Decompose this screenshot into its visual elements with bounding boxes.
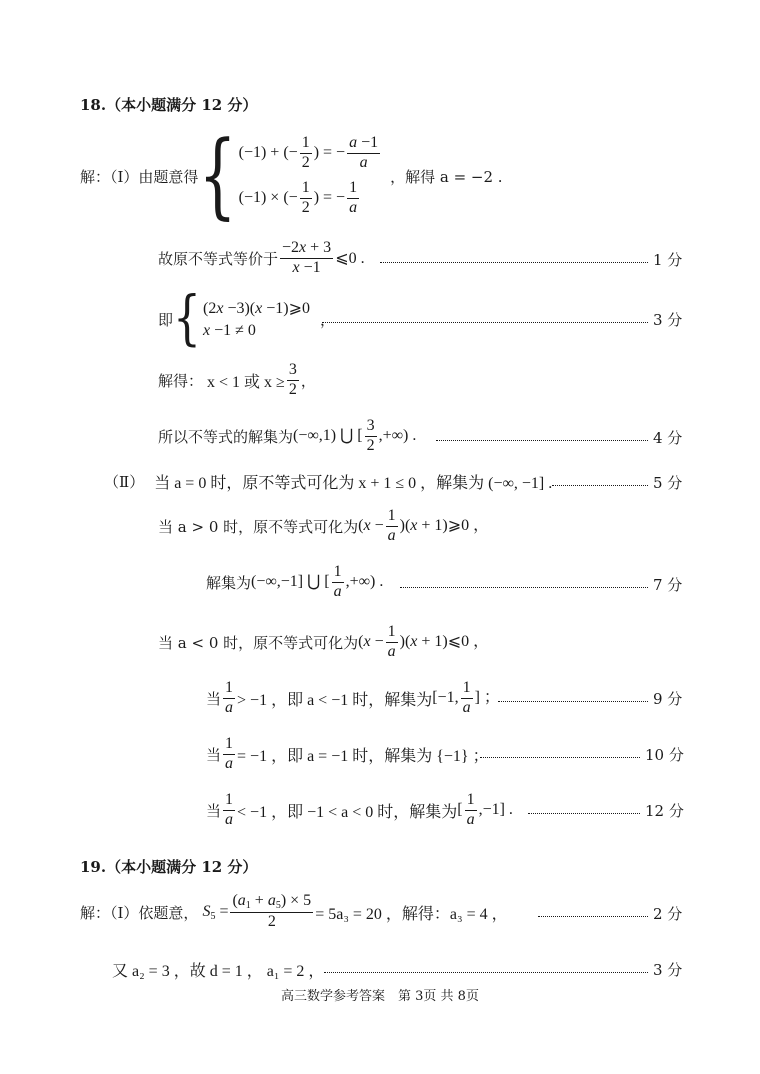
leader-dots (322, 322, 648, 323)
q18-system-2: (2x −3)(x −1)⩾0 x −1 ≠ 0 (203, 300, 311, 339)
score-2: 2 分 (653, 905, 683, 923)
q18-aneg-expr: (x − $\frac{1}{a}$ )(x + 1)⩽0 ， (358, 622, 490, 660)
q19-line2 (112, 956, 324, 982)
q18-case3-frac: $\frac{1}{a}$ (225, 790, 234, 828)
q18-apos-set-text: 解集为 (206, 573, 252, 592)
q19-s5: $S_5$ = (202, 902, 229, 922)
q18-case2-frac: $\frac{1}{a}$ (225, 734, 234, 772)
score-10: 10 分 (645, 746, 684, 764)
q18-ji-text: 即 (158, 310, 174, 329)
score-5: 5 分 (653, 474, 683, 492)
q18-part2-line1 (104, 468, 552, 494)
q18-case1-line (206, 676, 500, 720)
q18-equiv-fraction: $\frac{-2x + 3}{x -1}$ (282, 238, 332, 276)
leader-dots (480, 757, 640, 758)
q18-jiede-text: 解得： (158, 371, 204, 390)
q18-heading: 18.（本小题满分 12 分） (80, 96, 258, 114)
leader-dots (498, 701, 648, 702)
score-1: 1 分 (653, 251, 683, 269)
q18-part1-line (80, 121, 503, 231)
q18-aneg-line (158, 620, 489, 664)
q18-set-text: 所以不等式的解集为 (158, 427, 294, 446)
q19-s5-frac: $\frac{(a_1 + a_5) \times 5}{2}$ (232, 891, 312, 931)
q18-equiv-line (158, 236, 365, 280)
q19-line2-text: 又 a₂ = 3 ，故 d = 1 ， a₁ = 2 ， (112, 962, 325, 980)
q18-case2-mid: = −1 ，即 a = −1 时，解集为 {−1} ； (237, 747, 489, 765)
q19-line1 (80, 888, 508, 936)
q18-apos-set-expr: (−∞,−1] ⋃ [ $\frac{1}{a}$ ,+∞) . (251, 562, 384, 600)
q18-case2-line (206, 732, 489, 776)
q18-part1-suffix: ，解得 a = −2 . (390, 167, 503, 186)
q18-ji-line: 即 { (2x −3)(x −1)⩾0 x −1 ≠ 0 ， (158, 283, 336, 353)
score-4: 4 分 (653, 429, 683, 447)
q18-part1-prefix: 解：（Ⅰ）由题意得 (80, 167, 199, 186)
page-footer: 高三数学参考答案 第 3页 共 8页 (281, 989, 479, 1004)
q18-jiede-line: 解得： x < 1 或 x ≥ $\frac{3}{2}$ ， (158, 360, 316, 398)
score-12: 12 分 (645, 802, 684, 820)
q18-set-line (158, 414, 416, 458)
leader-dots (324, 972, 648, 973)
q18-case1-mid: > −1 ，即 a < −1 时，解集为 (237, 691, 433, 709)
leader-dots (400, 587, 648, 588)
q18-case3-prefix: 当 (206, 801, 222, 820)
q18-apos-line (158, 504, 489, 548)
q18-part2-prefix: （Ⅱ） (104, 472, 145, 491)
q18-equiv-text: 故原不等式等价于 (158, 249, 279, 268)
q18-case1-set: [−1, $\frac{1}{a}$ ] ； (432, 678, 500, 716)
score-3b: 3 分 (653, 961, 683, 979)
q19-heading: 19.（本小题满分 12 分） (80, 858, 258, 876)
q18-case3-line (206, 788, 513, 832)
q18-aneg-text: 当 a < 0 时，原不等式可化为 (158, 633, 359, 652)
leader-dots (436, 440, 648, 441)
q19-line1-prefix: 解：（Ⅰ）依题意， (80, 903, 199, 922)
leader-dots (528, 813, 640, 814)
q18-case2-prefix: 当 (206, 745, 222, 764)
q18-jiede-expr: x < 1 或 x ≥ (207, 373, 285, 391)
leader-dots (380, 262, 648, 263)
score-7: 7 分 (653, 576, 683, 594)
q18-system-1: (−1) + (− $\frac{1}{2}$ ) = − $\frac{a -1}{a}$ (−1) × (− $\frac{1}{2}$ ) = − $\frac{1}{a}$ (238, 134, 379, 216)
q18-equiv-tail: ⩽0 . (335, 250, 365, 267)
q18-case1-frac: $\frac{1}{a}$ (225, 678, 234, 716)
q18-set-expr: (−∞,1) ⋃ [ $\frac{3}{2}$ ,+∞) . (293, 416, 417, 454)
score-3: 3 分 (653, 311, 683, 329)
q18-case3-set: [ $\frac{1}{a}$ ,−1] . (457, 790, 513, 828)
q18-part2-a0: 当 a = 0 时，原不等式可化为 x + 1 ≤ 0 ，解集为 (−∞, −1] . (154, 474, 553, 492)
q18-apos-expr: (x − $\frac{1}{a}$ )(x + 1)⩾0 ， (358, 506, 490, 544)
left-brace-icon: { (173, 283, 202, 353)
q19-line1-tail: = 5a₃ = 20 ，解得：a₃ = 4 ， (315, 905, 508, 923)
leader-dots (538, 916, 648, 917)
q18-apos-set-line (206, 560, 383, 604)
q18-case1-prefix: 当 (206, 689, 222, 708)
left-brace-icon: { (198, 121, 237, 231)
score-9: 9 分 (653, 690, 683, 708)
q18-case3-mid: < −1 ，即 −1 < a < 0 时，解集为 (237, 803, 458, 821)
q18-three-halves: $\frac{3}{2}$ (288, 360, 297, 398)
q18-apos-text: 当 a > 0 时，原不等式可化为 (158, 517, 359, 536)
leader-dots (552, 485, 648, 486)
